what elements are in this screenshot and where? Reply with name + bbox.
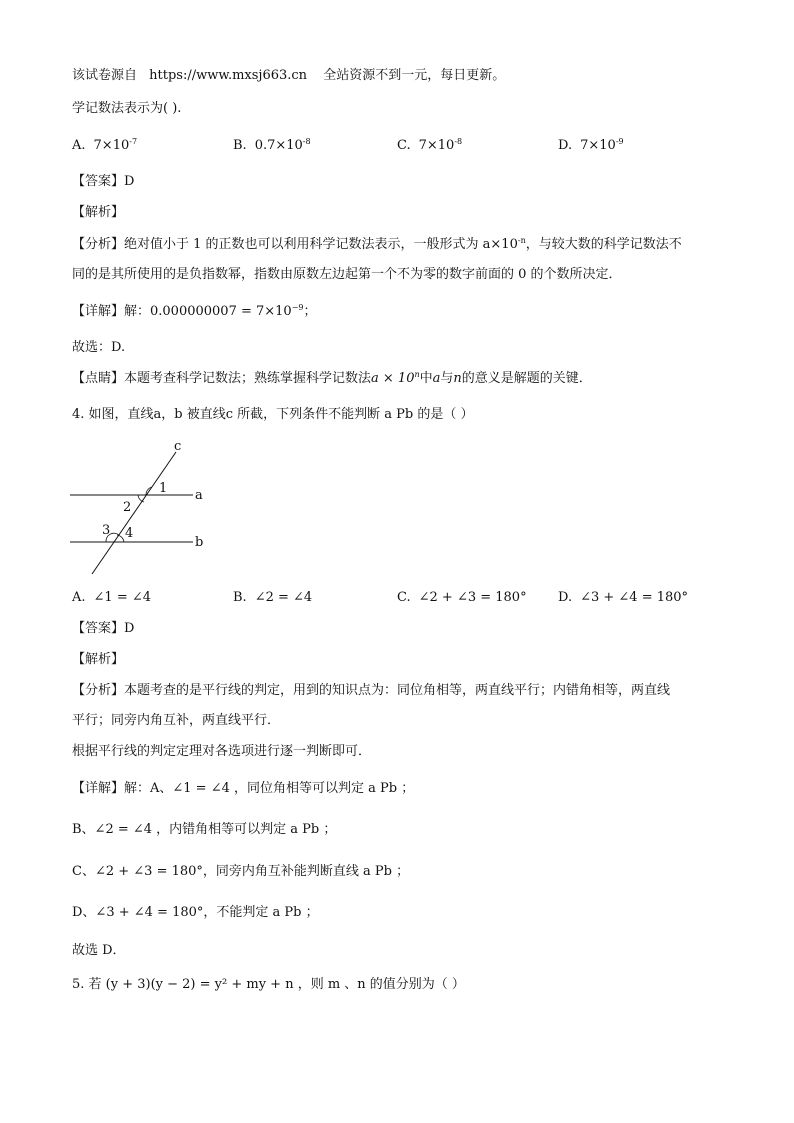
q3-stem-tail: 学记数法表示为( ). <box>72 101 182 116</box>
q4-conclusion: 故选 D． <box>72 943 126 958</box>
q4-options <box>72 588 712 608</box>
label-angle-2: 2 <box>123 500 132 515</box>
source-header <box>72 66 505 86</box>
label-b: b <box>195 535 204 550</box>
source-url[interactable]: https://www.mxsj663.cn <box>149 68 308 83</box>
q3-option-c[interactable]: C. $7\times 10^{-8}$ <box>397 137 463 153</box>
line-c <box>92 452 176 574</box>
q3-options <box>72 136 712 156</box>
label-c: c <box>174 440 182 454</box>
q4-detail-a: 【详解】解：A、∠1 = ∠4 ，同位角相等可以判定 a Pb ； <box>72 781 415 796</box>
q4-fenxi-line2: 平行；同旁内角互补，两直线平行． <box>72 713 281 728</box>
q4-detail-c: C、∠2 + ∠3 = 180°，同旁内角互补能判断直线 a Pb ； <box>72 864 410 879</box>
q3-dianjing: 【点睛】本题考查科学记数法；熟练掌握科学记数法$a \times 10^n$中a与n的意义是解题的关键． <box>72 370 592 386</box>
source-tagline: 全站资源不到一元，每日更新。 <box>323 68 506 83</box>
q3-fenxi-line1: 【分析】绝对值小于 1 的正数也可以利用科学记数法表示，一般形式为 $a\times 10^{-n}$，与较大数的科学记数法不 <box>72 236 682 252</box>
q3-option-a[interactable]: A. $7\times 10^{-7}$ <box>72 137 138 153</box>
parallel-lines-figure <box>68 440 218 580</box>
label-angle-4: 4 <box>125 526 134 541</box>
q4-option-d[interactable]: D. ∠3 + ∠4 = 180° <box>558 590 689 605</box>
q3-answer: 【答案】D <box>72 174 135 189</box>
q3-detail: 【详解】解：$0.000000007 = 7\times 10^{-9}$； <box>72 303 317 319</box>
q4-fenxi-line3: 根据平行线的判定定理对各选项进行逐一判断即可． <box>72 744 372 759</box>
q4-detail-d: D、∠3 + ∠4 = 180°，不能判定 a Pb ； <box>72 905 319 920</box>
label-a: a <box>195 488 203 503</box>
q3-analysis-heading: 【解析】 <box>72 205 125 220</box>
q3-option-d[interactable]: D. $7\times 10^{-9}$ <box>558 137 624 153</box>
q5-stem: 5. 若 (y + 3)(y − 2) = y² + my + n ，则 m 、n 的值分别为（ ） <box>72 977 465 992</box>
q3-conclusion: 故选：D. <box>72 340 126 355</box>
angle-2-arc <box>138 495 144 502</box>
q4-answer: 【答案】D <box>72 621 135 636</box>
q4-option-c[interactable]: C. ∠2 + ∠3 = 180° <box>397 590 527 605</box>
q3-option-b[interactable]: B. $0.7\times 10^{-8}$ <box>233 137 311 153</box>
q4-option-a[interactable]: A. ∠1 = ∠4 <box>72 590 152 605</box>
q4-detail-b: B、∠2 = ∠4 ，内错角相等可以判定 a Pb ； <box>72 822 337 837</box>
q3-fenxi-line2: 同的是其所使用的是负指数幂，指数由原数左边起第一个不为零的数字前面的 0 的个数所决定． <box>72 267 622 282</box>
q4-stem: 4. 如图，直线a，b 被直线c 所截，下列条件不能判断 a Pb 的是（ ） <box>72 407 474 422</box>
label-angle-1: 1 <box>159 481 168 496</box>
source-prefix: 该试卷源自 <box>72 68 138 83</box>
q4-analysis-heading: 【解析】 <box>72 652 125 667</box>
q4-option-b[interactable]: B. ∠2 = ∠4 <box>233 590 313 605</box>
q4-fenxi-line1: 【分析】本题考查的是平行线的判定，用到的知识点为：同位角相等，两直线平行；内错角相等，两直线 <box>72 683 671 698</box>
label-angle-3: 3 <box>102 523 111 538</box>
